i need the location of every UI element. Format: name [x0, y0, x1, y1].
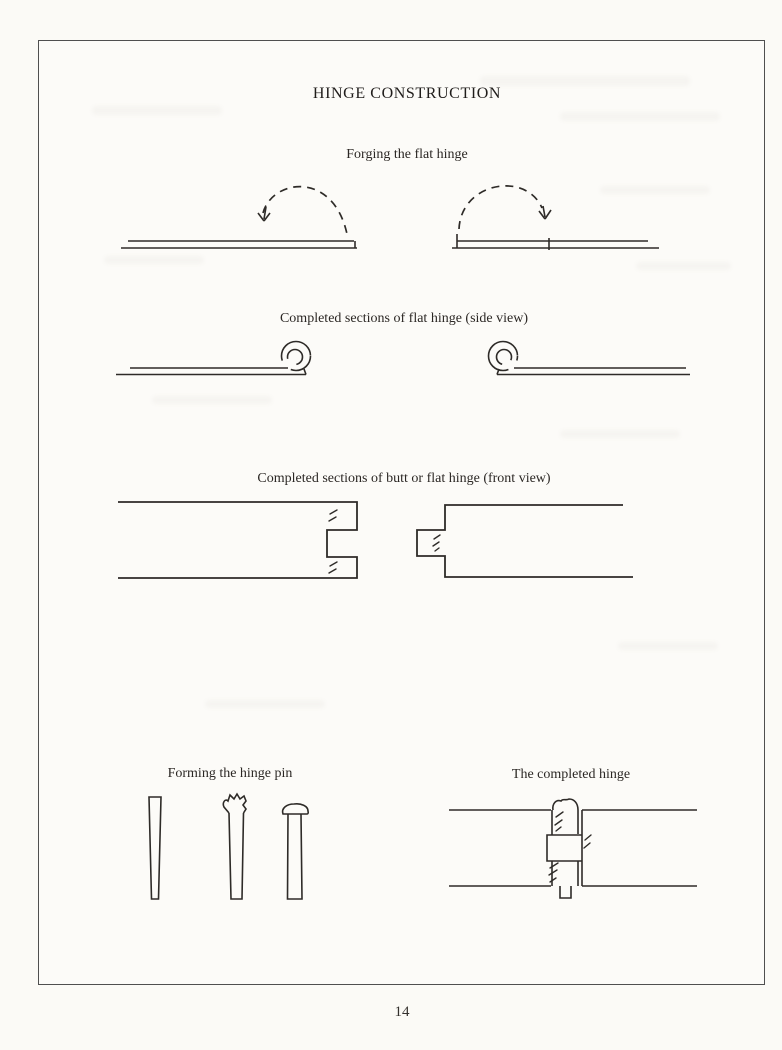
- figure-frontview-right-leaf: [417, 505, 633, 577]
- caption-forging: Forging the flat hinge: [346, 147, 468, 162]
- page-title: HINGE CONSTRUCTION: [312, 85, 502, 102]
- figure-pin-blank-rod: [149, 797, 161, 899]
- figure-completed-hinge: [449, 799, 697, 898]
- caption-hinge-pin: Forming the hinge pin: [167, 766, 293, 781]
- figure-forging-bar-right: [452, 186, 659, 250]
- caption-completed-hinge: The completed hinge: [511, 767, 631, 782]
- figure-forging-bar-left: [121, 187, 357, 248]
- figure-frontview-left-leaf: [118, 502, 357, 578]
- figure-pin-finished-head: [283, 804, 309, 899]
- figure-sideview-curl-left-end: [489, 342, 691, 375]
- figure-pin-upset-head: [223, 794, 246, 899]
- page-number: 14: [394, 1004, 410, 1020]
- figure-sideview-curl-right-end: [116, 342, 311, 375]
- caption-side-view: Completed sections of flat hinge (side view): [279, 311, 529, 326]
- caption-front-view: Completed sections of butt or flat hinge (front view): [257, 471, 551, 486]
